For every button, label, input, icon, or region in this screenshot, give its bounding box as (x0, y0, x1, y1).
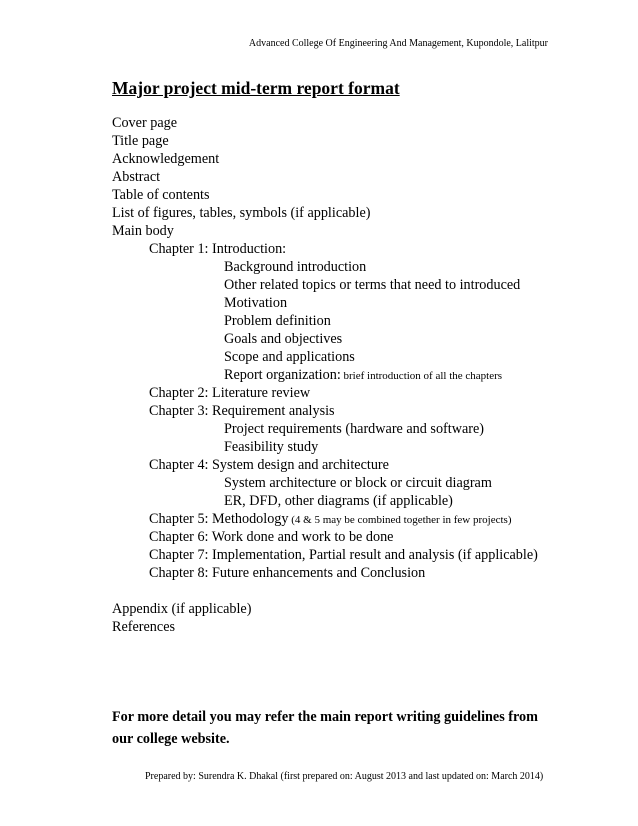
page-header: Advanced College Of Engineering And Management, Kupondole, Lalitpur (248, 38, 548, 49)
chapter-5-note: (4 & 5 may be combined together in few projects) (288, 514, 512, 526)
document-title: Major project mid-term report format (112, 78, 400, 98)
outline-item-main-body: Main body (112, 223, 174, 239)
chapter-5-heading (112, 510, 572, 528)
chapter-6-heading: Chapter 6: Work done and work to be done (149, 529, 394, 545)
report-organization-label: Report organization: (224, 367, 341, 383)
outline-item-acknowledgement: Acknowledgement (112, 151, 220, 167)
chapter-4-item: ER, DFD, other diagrams (if applicable) (224, 493, 453, 509)
chapter-1-item: Goals and objectives (224, 331, 343, 347)
closing-note: For more detail you may refer the main report writing guidelines from our college website. (112, 709, 538, 747)
report-organization-note: brief introduction of all the chapters (340, 370, 503, 382)
chapter-1-item: Background introduction (224, 259, 367, 275)
outline-item-list-of-figures: List of figures, tables, symbols (if applicable) (112, 205, 371, 221)
chapter-5-label: Chapter 5: Methodology (149, 511, 289, 527)
outline-item-abstract: Abstract (112, 169, 161, 185)
chapter-1-item: Other related topics or terms that need to introduced (224, 277, 521, 293)
chapter-3-item: Project requirements (hardware and software) (224, 421, 484, 437)
outline-item-cover-page: Cover page (112, 115, 178, 131)
outline-item-appendix: Appendix (if applicable) (112, 601, 252, 617)
chapter-8-heading: Chapter 8: Future enhancements and Conclusion (149, 565, 426, 581)
spacer (112, 582, 572, 600)
outline-item-table-of-contents: Table of contents (112, 187, 210, 203)
chapter-1-item: Motivation (224, 295, 288, 311)
chapter-3-item: Feasibility study (224, 439, 319, 455)
chapter-7-heading: Chapter 7: Implementation, Partial result and analysis (if applicable) (149, 547, 538, 563)
report-outline (112, 114, 572, 636)
chapter-1-item: Problem definition (224, 313, 331, 329)
outline-item-title-page: Title page (112, 133, 169, 149)
chapter-3-heading: Chapter 3: Requirement analysis (149, 403, 335, 419)
chapter-1-item: Scope and applications (224, 349, 355, 365)
chapter-1-heading: Chapter 1: Introduction: (149, 241, 287, 257)
outline-item-references: References (112, 619, 176, 635)
chapter-2-heading: Chapter 2: Literature review (149, 385, 311, 401)
chapter-4-heading: Chapter 4: System design and architecture (149, 457, 389, 473)
page-footer: Prepared by: Surendra K. Dhakal (first prepared on: August 2013 and last updated on: March 2014) (145, 771, 544, 782)
chapter-1-item-report-organization (112, 366, 572, 384)
chapter-4-item: System architecture or block or circuit diagram (224, 475, 492, 491)
